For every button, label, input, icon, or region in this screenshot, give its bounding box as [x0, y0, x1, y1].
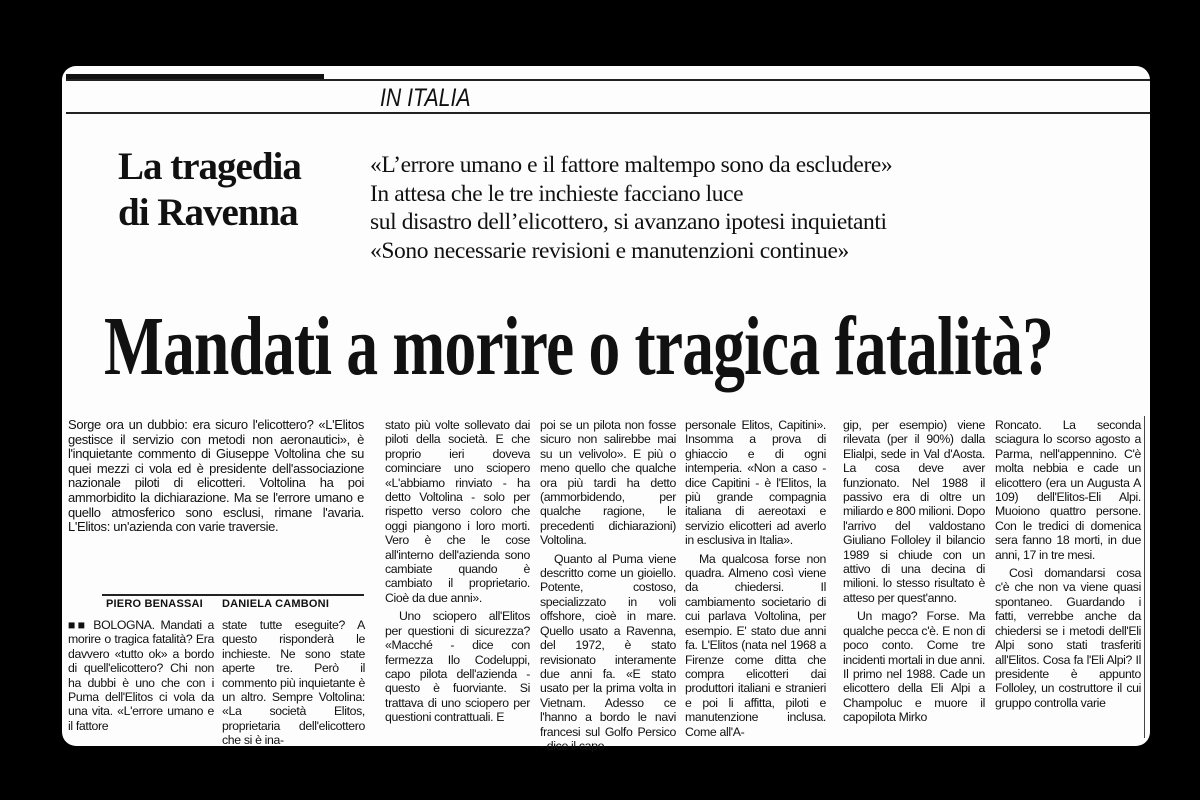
deck-line: In attesa che le tre inchieste facciano luce [370, 180, 744, 207]
deck-line: sul disastro dell’elicottero, si avanzano ipotesi inquietanti [370, 209, 887, 235]
lead-paragraph: Sorge ora un dubbio: era sicuro l'elicottero? «L'Elitos gestisce il servizio con metodi non aeronautici», è l'inquietante commento di Giuseppe Voltolina che su quei mezzi ci vola ed è presidente dell'associazione nazionale piloti di elicotteri. Voltolina ha poi ammorbidito la dichiarazione. Ma se l'errore umano e quello atmosferico sono esclusi, rimane l'avaria. L'Elitos: un'azienda con varie traversie. [68, 417, 364, 535]
article-paragraph: personale Elitos, Capitini». Insomma a prova di ghiaccio e di ogni intemperia. «Non a caso - dice Capitini - è l'Elitos, la più grande compagnia italiana di aereotaxi e servizio elicotteri ad averlo in esclusiva in Italia». [685, 418, 826, 548]
kicker-line: La tragedia [118, 145, 301, 188]
article-column [843, 418, 985, 738]
newspaper-clipping [62, 66, 1150, 753]
byline-author: DANIELA CAMBONI [222, 598, 330, 610]
article-paragraph: stato più volte sollevato dai piloti della società. E che proprio ieri doveva cominciare uno sciopero «L'abbiamo rinviato - ha detto Voltolina - solo per rispetto verso coloro che oggi piangono i loro morti. Vero è che le cose all'interno dell'azienda sono cambiate quando è cambiato il proprietario. Cioè da due anni». [385, 418, 530, 605]
article-column [540, 418, 676, 753]
deck [370, 151, 892, 265]
article-column [385, 418, 530, 738]
kicker-line: di Ravenna [118, 191, 298, 234]
article-paragraph: state tutte eseguite? A questo risponderà le inchieste. Ne sono state aperte tre. Però il commento più inquietante è un altro. Sempre Voltolina: «La società Elitos, proprietaria dell'elicottero che si è ina- [222, 618, 365, 748]
article-paragraph: Quanto al Puma viene descritto come un gioiello. Potente, costoso, specializzato in voli offshore, cioè in mare. Quello usato a Ravenna, del 1972, è stato revisionato interamente due anni fa. «E stato usato per la prima volta in Vietnam. Adesso ce l'hanno a bordo le navi francesi sul Golfo Persico - dice il capo [540, 551, 676, 753]
deck-line: «L’errore umano e il fattore maltempo sono da escludere» [370, 152, 893, 178]
article-paragraph: ■■ BOLOGNA. Mandati a morire o tragica fatalità? Era davvero «tutto ok» a bordo di quell'elicottero? Chi non ha dubbi è uno che con i Puma dell'Elitos ci vola da una vita. «L'errore umano e il fattore [68, 618, 214, 733]
article-column [68, 618, 214, 738]
article-column [685, 418, 826, 738]
byline-rule [102, 594, 364, 596]
article-column [222, 618, 365, 748]
article-paragraph: Un mago? Forse. Ma qualche pecca c'è. E non di poco conto. Come tre incidenti mortali in due anni. Il primo nel 1988. Cade un elicottero della Eli Alpi a Champoluc e muore il capopilota Mirko [843, 609, 985, 725]
column-divider [1144, 416, 1145, 738]
top-rule [66, 79, 1150, 81]
article-paragraph: poi se un pilota non fosse sicuro non salirebbe mai su un velivolo». E più o meno quello che qualche ora più tardi ha detto (ammorbidendo, per qualche ragione, le precedenti dichiarazioni) Voltolina. [540, 418, 676, 548]
kicker [118, 144, 301, 236]
article-paragraph: Ma qualcosa forse non quadra. Almeno così viene da chiedersi. Il cambiamento societario di cui parlava Voltolina, per esempio. E' stato due anni fa. L'Elitos (nata nel 1968 a Firenze come ditta che compra elicotteri dai produttori italiani e stranieri e poi li affitta, piloti e manutenzione inclusa. Come all'A- [685, 551, 826, 739]
article-paragraph: Roncato. La seconda sciagura lo scorso agosto a Parma, nell'appennino. C'è molta nebbia e cade un elicottero (era un Augusta A 109) dell'Elitos-Eli Alpi. Muoiono quattro persone. Con le tredici di domenica sera fanno 18 morti, in due anni, 17 in tre mesi. [995, 418, 1141, 562]
deck-line: «Sono necessarie revisioni e manutenzioni continue» [370, 237, 849, 264]
byline-author: PIERO BENASSAI [106, 598, 203, 610]
article-paragraph: Uno sciopero all'Elitos per questioni di sicurezza? «Macché - dice con fermezza Ilo Codeluppi, capo pilota dell'azienda - questo è fuorviante. Si trattava di uno sciopero per questioni contrattuali. E [385, 609, 530, 725]
article-column [995, 418, 1141, 738]
section-label: IN ITALIA [380, 84, 471, 112]
article-paragraph: Così domandarsi cosa c'è che non va viene quasi spontaneo. Guardando i fatti, verrebbe anche da chiedersi se i metodi dell'Eli Alpi sono stati trasferiti all'Elitos. Cosa fa l'Eli Alpi? Il presidente è appunto Folloley, un costruttore il cui gruppo controlla varie [995, 566, 1141, 710]
headline: Mandati a morire o tragica fatalità? [104, 300, 1054, 393]
article-paragraph: gip, per esempio) viene rilevata (per il 90%) dalla Elialpi, sede in Val d'Aosta. La cosa deve aver funzionato. Nel 1988 il passivo era di oltre un miliardo e 800 milioni. Dopo l'arrivo del valdostano Giuliano Folloley il bilancio 1989 si chiude con un attivo di una decina di milioni. lo stesso risultato è atteso per quest'anno. [843, 418, 985, 605]
section-rule [66, 112, 1150, 114]
